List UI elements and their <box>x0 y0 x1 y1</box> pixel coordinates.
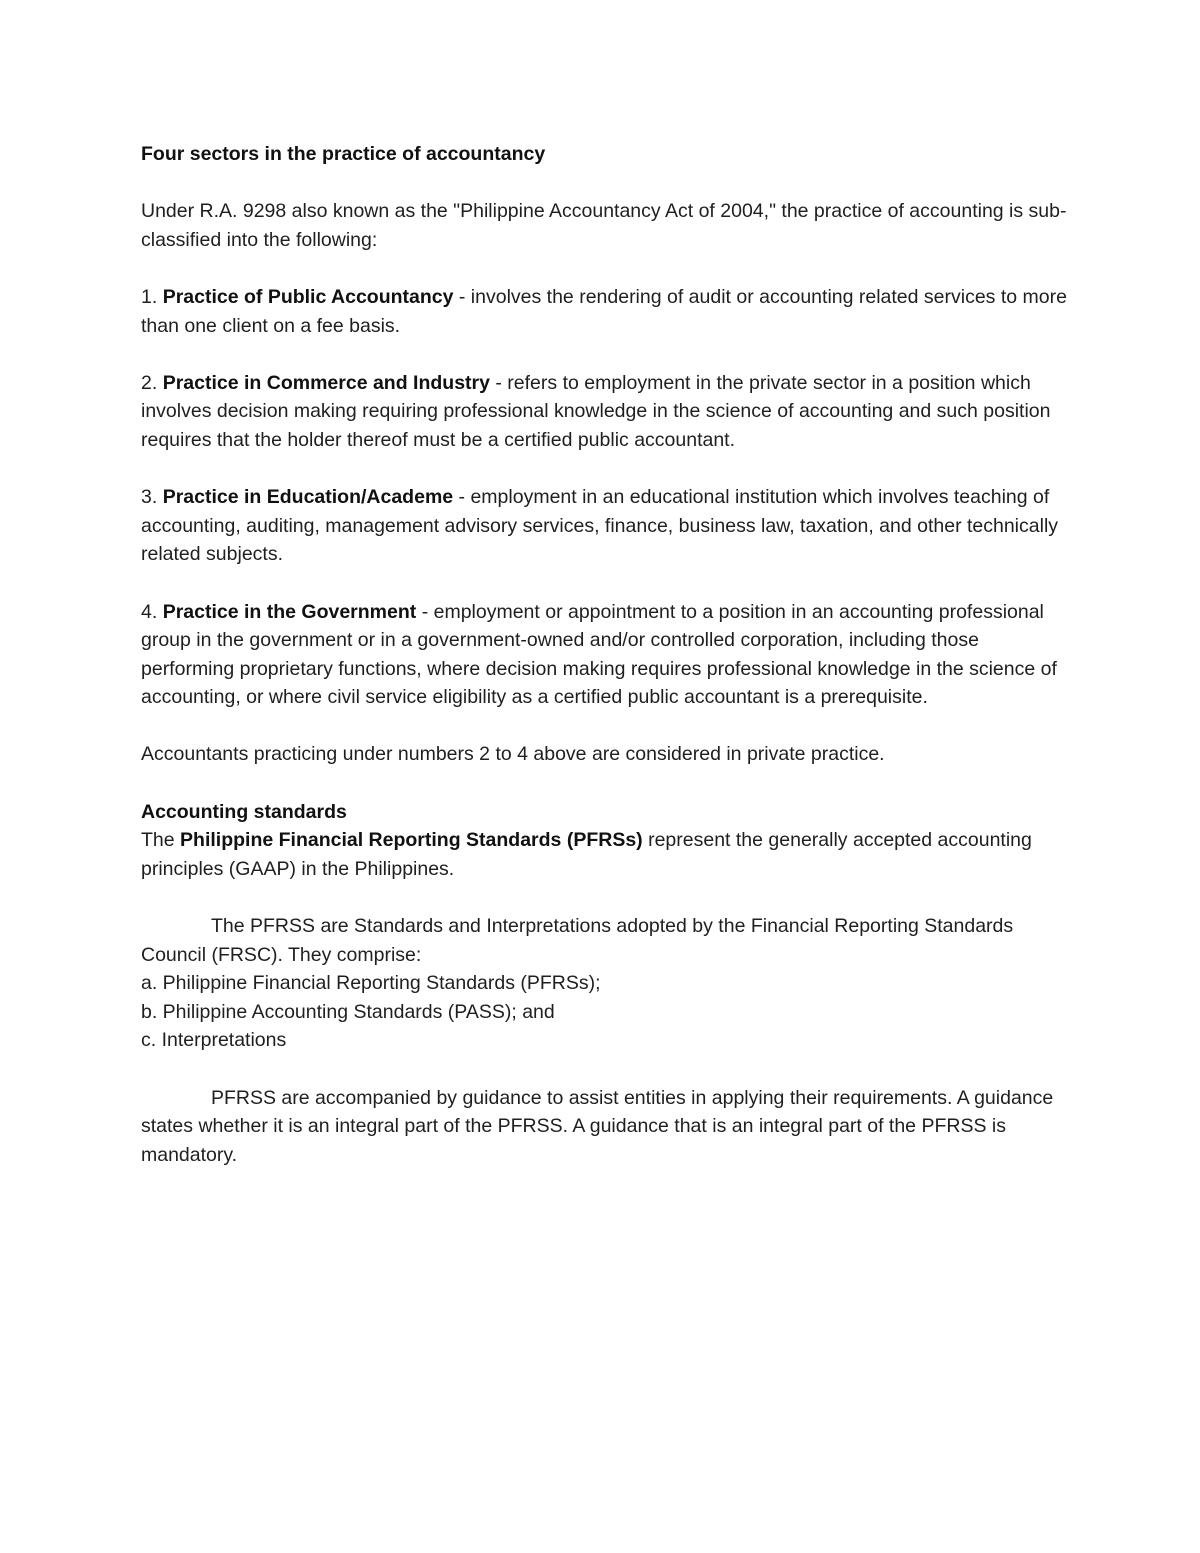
item-number: 2. <box>141 371 158 394</box>
component-item: a. Philippine Financial Reporting Standards (PFRSs); <box>141 972 601 995</box>
standards-heading <box>141 798 1071 827</box>
component-item: c. Interpretations <box>141 1029 287 1052</box>
section-heading <box>141 140 1071 169</box>
private-practice-note: Accountants practicing under numbers 2 to 4 above are considered in private practice. <box>141 743 885 766</box>
pfrss-paragraph: The PFRSS are Standards and Interpretations adopted by the Financial Reporting Standards Council (FRSC). They comprise: <box>141 915 1014 966</box>
spacer <box>141 254 1071 283</box>
item-term: Practice in Commerce and Industry <box>162 371 490 394</box>
section-heading-text: Four sectors in the practice of accountancy <box>141 143 546 165</box>
standards-intro-before: The <box>141 829 175 852</box>
list-item-government <box>141 598 1071 712</box>
item-number: 4. <box>141 600 158 623</box>
item-description: - refers to employment in the private sector in a position which involves decision making requiring professional knowledge in the science of accounting and such position requires that the holder thereof must be a certified public accountant. <box>141 371 1051 451</box>
list-item-commerce-industry <box>141 369 1071 455</box>
spacer <box>141 340 1071 369</box>
item-term: Practice in Education/Academe <box>162 486 454 509</box>
intro-paragraph: Under R.A. 9298 also known as the "Philippine Accountancy Act of 2004," the practice of accounting is sub-classified into the following: <box>141 200 1067 251</box>
standards-intro-after: represent the generally accepted accounting principles (GAAP) in the Philippines. <box>141 829 1032 880</box>
spacer <box>141 883 1071 912</box>
standards-intro-term: Philippine Financial Reporting Standards (PFRSs) <box>180 829 643 852</box>
standards-intro-paragraph <box>141 826 1071 883</box>
spacer <box>141 712 1071 741</box>
spacer <box>141 169 1071 198</box>
document-body <box>141 140 1071 1169</box>
standards-heading-text: Accounting standards <box>141 800 347 823</box>
item-term: Practice in the Government <box>162 600 417 623</box>
spacer <box>141 455 1071 484</box>
item-number: 3. <box>141 486 158 509</box>
list-item-education-academe <box>141 483 1071 569</box>
item-description: - involves the rendering of audit or accounting related services to more than one client on a fee basis. <box>141 285 1067 337</box>
spacer <box>141 769 1071 798</box>
list-item-public-accountancy <box>141 283 1071 340</box>
item-number: 1. <box>141 285 158 308</box>
item-description: - employment in an educational institution which involves teaching of accounting, auditing, management advisory services, finance, business law, taxation, and other technically related subjects. <box>141 486 1059 566</box>
item-term: Practice of Public Accountancy <box>162 285 454 308</box>
guidance-paragraph: PFRSS are accompanied by guidance to assist entities in applying their requirements. A guidance states whether it is an integral part of the PFRSS. A guidance that is an integral part of the PFRSS is mandatory. <box>141 1086 1054 1166</box>
spacer <box>141 569 1071 598</box>
item-description: - employment or appointment to a position in an accounting professional group in the government or in a government-owned and/or controlled corporation, including those performing proprietary functions, where decision making requires professional knowledge in the science of accounting, or where civil service eligibility as a certified public accountant is a prerequisite. <box>141 600 1057 709</box>
spacer <box>141 1055 1071 1084</box>
component-item: b. Philippine Accounting Standards (PASS); and <box>141 1000 555 1023</box>
